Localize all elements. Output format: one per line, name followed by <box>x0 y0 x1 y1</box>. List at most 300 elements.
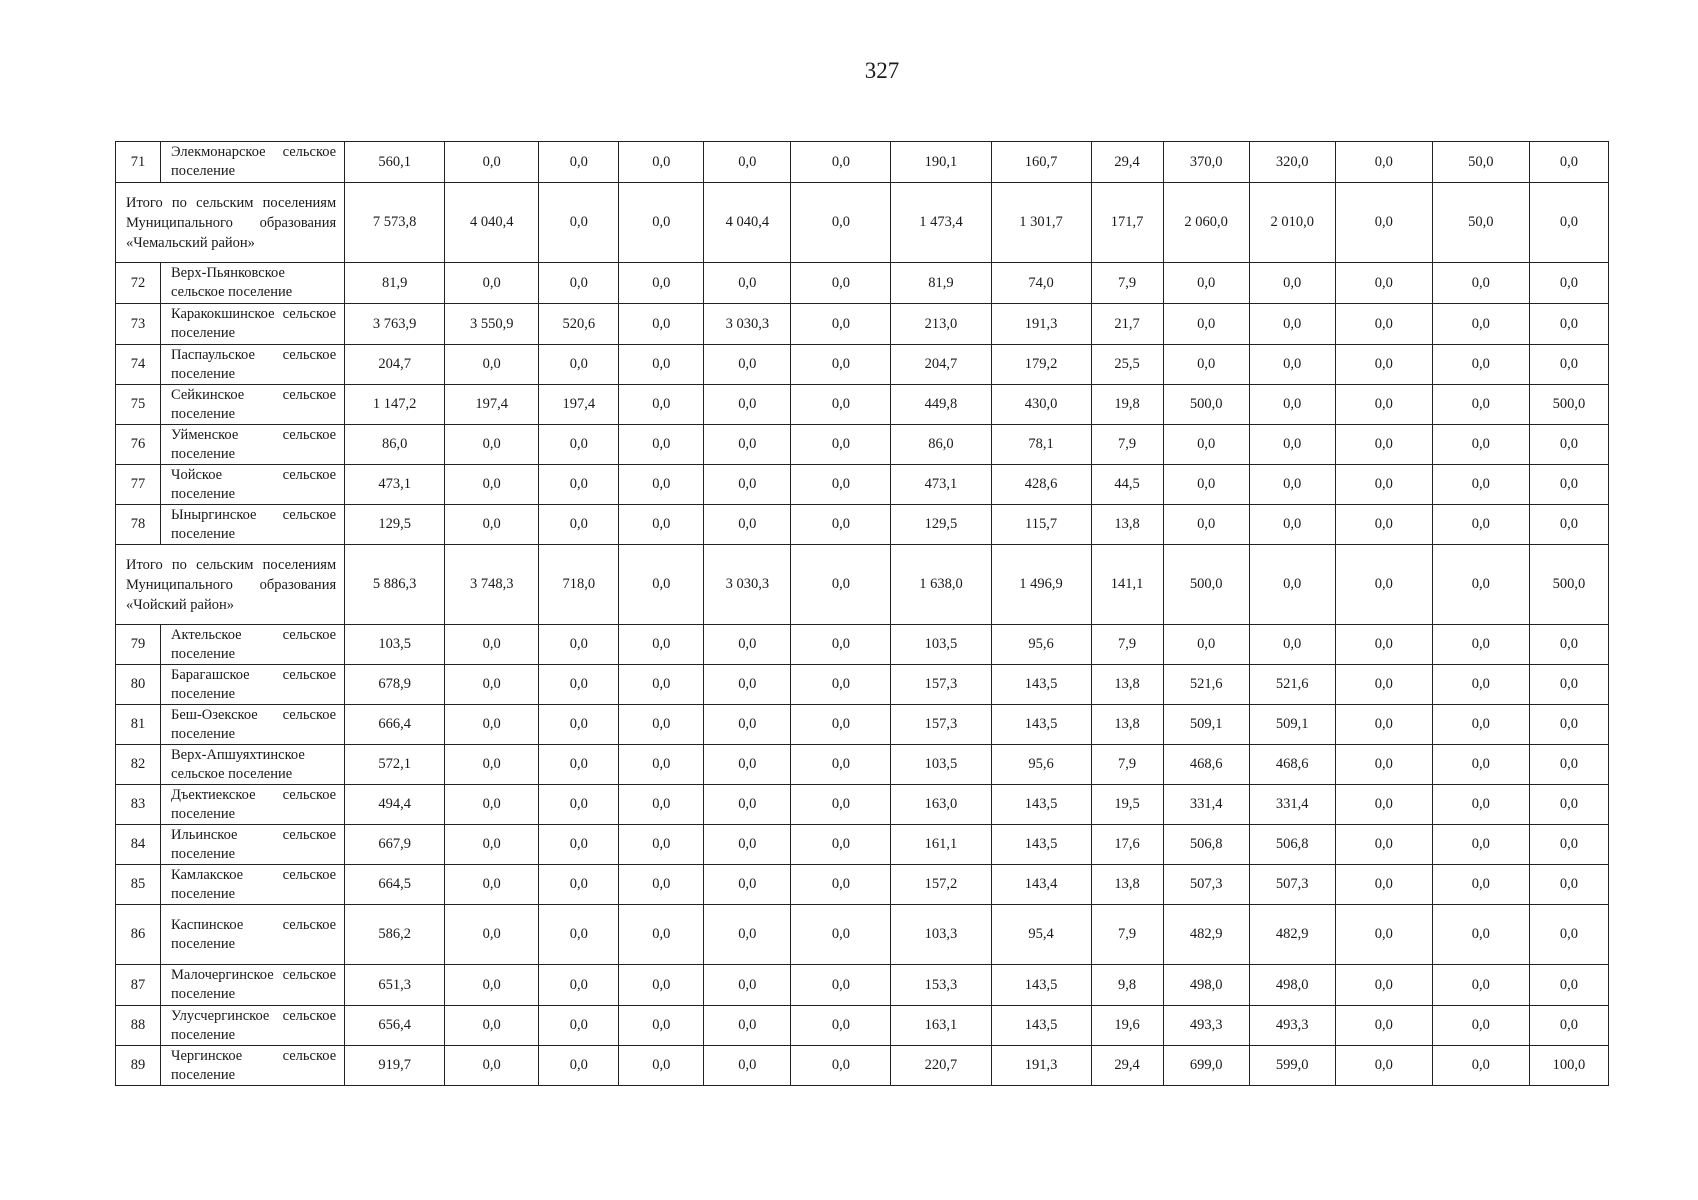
value-cell: 0,0 <box>791 142 891 183</box>
value-cell: 7,9 <box>1091 905 1163 965</box>
row-number-cell: 86 <box>116 905 161 965</box>
value-cell: 2 060,0 <box>1163 183 1249 263</box>
value-cell: 572,1 <box>345 745 445 785</box>
value-cell: 699,0 <box>1163 1046 1249 1086</box>
value-cell: 29,4 <box>1091 142 1163 183</box>
value-cell: 0,0 <box>704 905 791 965</box>
value-cell: 213,0 <box>891 304 991 345</box>
value-cell: 103,5 <box>345 625 445 665</box>
value-cell: 0,0 <box>1249 345 1335 385</box>
value-cell: 0,0 <box>445 745 539 785</box>
value-cell: 0,0 <box>1335 1046 1432 1086</box>
settlement-name-cell: Барагашское сельское поселение <box>161 665 345 705</box>
value-cell: 0,0 <box>1529 263 1608 304</box>
value-cell: 0,0 <box>1529 785 1608 825</box>
value-cell: 0,0 <box>704 465 791 505</box>
value-cell: 0,0 <box>445 505 539 545</box>
value-cell: 1 496,9 <box>991 545 1091 625</box>
value-cell: 0,0 <box>791 745 891 785</box>
value-cell: 0,0 <box>791 625 891 665</box>
settlement-name-cell: Чергинское сельское поселение <box>161 1046 345 1086</box>
row-number-cell: 81 <box>116 705 161 745</box>
value-cell: 78,1 <box>991 425 1091 465</box>
value-cell: 0,0 <box>791 865 891 905</box>
value-cell: 0,0 <box>539 345 619 385</box>
value-cell: 0,0 <box>1529 825 1608 865</box>
value-cell: 498,0 <box>1163 965 1249 1006</box>
value-cell: 0,0 <box>1335 665 1432 705</box>
value-cell: 143,5 <box>991 825 1091 865</box>
row-number-cell: 76 <box>116 425 161 465</box>
value-cell: 143,5 <box>991 705 1091 745</box>
value-cell: 0,0 <box>1432 785 1529 825</box>
value-cell: 0,0 <box>1529 465 1608 505</box>
value-cell: 0,0 <box>791 385 891 425</box>
value-cell: 86,0 <box>345 425 445 465</box>
value-cell: 0,0 <box>1335 345 1432 385</box>
value-cell: 0,0 <box>1432 665 1529 705</box>
value-cell: 81,9 <box>891 263 991 304</box>
value-cell: 0,0 <box>1335 1006 1432 1046</box>
value-cell: 0,0 <box>1432 905 1529 965</box>
value-cell: 157,2 <box>891 865 991 905</box>
value-cell: 0,0 <box>791 263 891 304</box>
value-cell: 0,0 <box>704 385 791 425</box>
value-cell: 0,0 <box>791 1046 891 1086</box>
value-cell: 0,0 <box>1335 745 1432 785</box>
value-cell: 13,8 <box>1091 865 1163 905</box>
row-number-cell: 80 <box>116 665 161 705</box>
value-cell: 13,8 <box>1091 665 1163 705</box>
value-cell: 0,0 <box>1432 505 1529 545</box>
value-cell: 19,5 <box>1091 785 1163 825</box>
value-cell: 95,6 <box>991 625 1091 665</box>
value-cell: 0,0 <box>791 505 891 545</box>
value-cell: 0,0 <box>1335 505 1432 545</box>
value-cell: 509,1 <box>1163 705 1249 745</box>
value-cell: 19,6 <box>1091 1006 1163 1046</box>
value-cell: 0,0 <box>539 465 619 505</box>
value-cell: 129,5 <box>345 505 445 545</box>
value-cell: 0,0 <box>1163 304 1249 345</box>
value-cell: 13,8 <box>1091 505 1163 545</box>
total-label-cell: Итого по сельским поселениям Муниципального образования «Чемальский район» <box>116 183 345 263</box>
value-cell: 197,4 <box>445 385 539 425</box>
value-cell: 0,0 <box>1529 865 1608 905</box>
budget-table <box>115 141 1609 1086</box>
value-cell: 599,0 <box>1249 1046 1335 1086</box>
value-cell: 0,0 <box>1335 865 1432 905</box>
value-cell: 0,0 <box>1249 263 1335 304</box>
value-cell: 25,5 <box>1091 345 1163 385</box>
value-cell: 129,5 <box>891 505 991 545</box>
value-cell: 0,0 <box>619 905 704 965</box>
value-cell: 95,4 <box>991 905 1091 965</box>
value-cell: 506,8 <box>1163 825 1249 865</box>
value-cell: 0,0 <box>539 625 619 665</box>
value-cell: 0,0 <box>1529 345 1608 385</box>
value-cell: 0,0 <box>1335 825 1432 865</box>
value-cell: 0,0 <box>1335 545 1432 625</box>
value-cell: 143,5 <box>991 965 1091 1006</box>
value-cell: 103,3 <box>891 905 991 965</box>
value-cell: 0,0 <box>1529 625 1608 665</box>
settlement-name-cell: Ыныргинское сельское поселение <box>161 505 345 545</box>
row-number-cell: 77 <box>116 465 161 505</box>
value-cell: 0,0 <box>791 785 891 825</box>
value-cell: 0,0 <box>791 705 891 745</box>
value-cell: 0,0 <box>619 625 704 665</box>
value-cell: 493,3 <box>1163 1006 1249 1046</box>
value-cell: 197,4 <box>539 385 619 425</box>
value-cell: 656,4 <box>345 1006 445 1046</box>
table-row <box>116 505 1609 545</box>
value-cell: 0,0 <box>1335 625 1432 665</box>
value-cell: 0,0 <box>791 545 891 625</box>
value-cell: 0,0 <box>445 425 539 465</box>
value-cell: 7,9 <box>1091 625 1163 665</box>
value-cell: 153,3 <box>891 965 991 1006</box>
value-cell: 0,0 <box>1249 304 1335 345</box>
value-cell: 19,8 <box>1091 385 1163 425</box>
table-row <box>116 345 1609 385</box>
value-cell: 0,0 <box>791 345 891 385</box>
value-cell: 2 010,0 <box>1249 183 1335 263</box>
value-cell: 0,0 <box>445 625 539 665</box>
row-number-cell: 78 <box>116 505 161 545</box>
value-cell: 161,1 <box>891 825 991 865</box>
value-cell: 0,0 <box>1335 705 1432 745</box>
value-cell: 0,0 <box>619 705 704 745</box>
value-cell: 7,9 <box>1091 425 1163 465</box>
value-cell: 0,0 <box>704 745 791 785</box>
value-cell: 115,7 <box>991 505 1091 545</box>
value-cell: 0,0 <box>619 825 704 865</box>
table-row <box>116 705 1609 745</box>
value-cell: 0,0 <box>704 865 791 905</box>
value-cell: 0,0 <box>1529 705 1608 745</box>
value-cell: 204,7 <box>345 345 445 385</box>
value-cell: 0,0 <box>791 825 891 865</box>
table-row <box>116 465 1609 505</box>
row-number-cell: 79 <box>116 625 161 665</box>
settlement-name-cell: Уйменское сельское поселение <box>161 425 345 465</box>
value-cell: 0,0 <box>1529 505 1608 545</box>
value-cell: 0,0 <box>704 665 791 705</box>
value-cell: 507,3 <box>1249 865 1335 905</box>
value-cell: 0,0 <box>619 965 704 1006</box>
value-cell: 0,0 <box>1529 665 1608 705</box>
value-cell: 0,0 <box>1335 183 1432 263</box>
value-cell: 0,0 <box>1163 345 1249 385</box>
value-cell: 430,0 <box>991 385 1091 425</box>
value-cell: 0,0 <box>619 745 704 785</box>
settlement-name-cell: Паспаульское сельское поселение <box>161 345 345 385</box>
table-row <box>116 865 1609 905</box>
value-cell: 0,0 <box>791 425 891 465</box>
value-cell: 50,0 <box>1432 142 1529 183</box>
value-cell: 0,0 <box>1432 625 1529 665</box>
value-cell: 171,7 <box>1091 183 1163 263</box>
value-cell: 13,8 <box>1091 705 1163 745</box>
value-cell: 143,5 <box>991 665 1091 705</box>
value-cell: 0,0 <box>704 965 791 1006</box>
value-cell: 9,8 <box>1091 965 1163 1006</box>
value-cell: 0,0 <box>791 965 891 1006</box>
settlement-name-cell: Улусчергинское сельское поселение <box>161 1006 345 1046</box>
value-cell: 0,0 <box>619 785 704 825</box>
value-cell: 0,0 <box>1432 1046 1529 1086</box>
value-cell: 0,0 <box>1432 304 1529 345</box>
value-cell: 0,0 <box>619 425 704 465</box>
row-number-cell: 72 <box>116 263 161 304</box>
value-cell: 0,0 <box>539 505 619 545</box>
value-cell: 666,4 <box>345 705 445 745</box>
value-cell: 521,6 <box>1163 665 1249 705</box>
value-cell: 509,1 <box>1249 705 1335 745</box>
value-cell: 500,0 <box>1529 385 1608 425</box>
value-cell: 157,3 <box>891 705 991 745</box>
value-cell: 0,0 <box>704 785 791 825</box>
value-cell: 0,0 <box>619 345 704 385</box>
value-cell: 0,0 <box>619 304 704 345</box>
value-cell: 0,0 <box>619 1006 704 1046</box>
table-row <box>116 425 1609 465</box>
value-cell: 0,0 <box>1529 905 1608 965</box>
value-cell: 0,0 <box>539 745 619 785</box>
value-cell: 0,0 <box>619 263 704 304</box>
settlement-name-cell: Малочергинское сельское поселение <box>161 965 345 1006</box>
value-cell: 0,0 <box>791 1006 891 1046</box>
table-row <box>116 142 1609 183</box>
value-cell: 0,0 <box>619 465 704 505</box>
value-cell: 0,0 <box>1432 545 1529 625</box>
table-row <box>116 1046 1609 1086</box>
value-cell: 0,0 <box>619 142 704 183</box>
table-body <box>116 142 1609 1086</box>
value-cell: 0,0 <box>619 505 704 545</box>
settlement-name-cell: Верх-Апшуяхтинское сельское поселение <box>161 745 345 785</box>
value-cell: 0,0 <box>791 465 891 505</box>
settlement-name-cell: Дъектиекское сельское поселение <box>161 785 345 825</box>
row-number-cell: 88 <box>116 1006 161 1046</box>
value-cell: 220,7 <box>891 1046 991 1086</box>
page-number: 327 <box>864 58 900 83</box>
table-row <box>116 965 1609 1006</box>
value-cell: 0,0 <box>1432 745 1529 785</box>
value-cell: 0,0 <box>1163 263 1249 304</box>
table-row <box>116 785 1609 825</box>
settlement-name-cell: Верх-Пьянковское сельское поселение <box>161 263 345 304</box>
value-cell: 0,0 <box>445 965 539 1006</box>
settlement-name-cell: Чойское сельское поселение <box>161 465 345 505</box>
value-cell: 0,0 <box>539 665 619 705</box>
value-cell: 0,0 <box>445 665 539 705</box>
value-cell: 0,0 <box>704 1046 791 1086</box>
value-cell: 651,3 <box>345 965 445 1006</box>
row-number-cell: 83 <box>116 785 161 825</box>
value-cell: 0,0 <box>445 905 539 965</box>
value-cell: 0,0 <box>539 965 619 1006</box>
value-cell: 1 301,7 <box>991 183 1091 263</box>
value-cell: 0,0 <box>1335 465 1432 505</box>
value-cell: 500,0 <box>1529 545 1608 625</box>
value-cell: 0,0 <box>619 865 704 905</box>
value-cell: 0,0 <box>445 785 539 825</box>
settlement-name-cell: Актельское сельское поселение <box>161 625 345 665</box>
value-cell: 100,0 <box>1529 1046 1608 1086</box>
value-cell: 103,5 <box>891 625 991 665</box>
row-number-cell: 71 <box>116 142 161 183</box>
value-cell: 0,0 <box>445 865 539 905</box>
value-cell: 157,3 <box>891 665 991 705</box>
value-cell: 667,9 <box>345 825 445 865</box>
value-cell: 0,0 <box>704 142 791 183</box>
value-cell: 190,1 <box>891 142 991 183</box>
value-cell: 0,0 <box>1335 142 1432 183</box>
value-cell: 3 030,3 <box>704 304 791 345</box>
value-cell: 3 030,3 <box>704 545 791 625</box>
total-label-cell: Итого по сельским поселениям Муниципального образования «Чойский район» <box>116 545 345 625</box>
value-cell: 3 763,9 <box>345 304 445 345</box>
value-cell: 1 473,4 <box>891 183 991 263</box>
value-cell: 103,5 <box>891 745 991 785</box>
value-cell: 0,0 <box>1249 505 1335 545</box>
value-cell: 0,0 <box>445 263 539 304</box>
value-cell: 0,0 <box>1249 625 1335 665</box>
value-cell: 141,1 <box>1091 545 1163 625</box>
settlement-name-cell: Камлакское сельское поселение <box>161 865 345 905</box>
value-cell: 0,0 <box>704 263 791 304</box>
value-cell: 143,4 <box>991 865 1091 905</box>
value-cell: 520,6 <box>539 304 619 345</box>
value-cell: 95,6 <box>991 745 1091 785</box>
value-cell: 0,0 <box>1432 425 1529 465</box>
value-cell: 0,0 <box>1335 263 1432 304</box>
value-cell: 507,3 <box>1163 865 1249 905</box>
value-cell: 500,0 <box>1163 545 1249 625</box>
table-total-row <box>116 183 1609 263</box>
value-cell: 493,3 <box>1249 1006 1335 1046</box>
value-cell: 4 040,4 <box>445 183 539 263</box>
value-cell: 521,6 <box>1249 665 1335 705</box>
value-cell: 331,4 <box>1163 785 1249 825</box>
value-cell: 0,0 <box>1163 465 1249 505</box>
value-cell: 560,1 <box>345 142 445 183</box>
value-cell: 0,0 <box>1249 545 1335 625</box>
value-cell: 718,0 <box>539 545 619 625</box>
value-cell: 0,0 <box>1249 425 1335 465</box>
value-cell: 0,0 <box>539 705 619 745</box>
value-cell: 0,0 <box>1529 745 1608 785</box>
value-cell: 191,3 <box>991 304 1091 345</box>
value-cell: 0,0 <box>704 825 791 865</box>
value-cell: 0,0 <box>704 345 791 385</box>
table-row <box>116 745 1609 785</box>
value-cell: 50,0 <box>1432 183 1529 263</box>
value-cell: 0,0 <box>1163 505 1249 545</box>
value-cell: 506,8 <box>1249 825 1335 865</box>
value-cell: 0,0 <box>445 705 539 745</box>
value-cell: 0,0 <box>445 1046 539 1086</box>
row-number-cell: 74 <box>116 345 161 385</box>
table-row <box>116 665 1609 705</box>
value-cell: 0,0 <box>619 1046 704 1086</box>
value-cell: 468,6 <box>1163 745 1249 785</box>
table-total-row <box>116 545 1609 625</box>
value-cell: 3 748,3 <box>445 545 539 625</box>
value-cell: 468,6 <box>1249 745 1335 785</box>
value-cell: 0,0 <box>1432 825 1529 865</box>
value-cell: 0,0 <box>1163 425 1249 465</box>
row-number-cell: 75 <box>116 385 161 425</box>
value-cell: 0,0 <box>1163 625 1249 665</box>
settlement-name-cell: Элекмонарское сельское поселение <box>161 142 345 183</box>
value-cell: 0,0 <box>619 665 704 705</box>
value-cell: 586,2 <box>345 905 445 965</box>
value-cell: 0,0 <box>619 385 704 425</box>
value-cell: 500,0 <box>1163 385 1249 425</box>
value-cell: 1 147,2 <box>345 385 445 425</box>
value-cell: 0,0 <box>539 183 619 263</box>
settlement-name-cell: Каракокшинское сельское поселение <box>161 304 345 345</box>
value-cell: 0,0 <box>539 1046 619 1086</box>
value-cell: 3 550,9 <box>445 304 539 345</box>
value-cell: 204,7 <box>891 345 991 385</box>
value-cell: 0,0 <box>539 425 619 465</box>
value-cell: 482,9 <box>1249 905 1335 965</box>
value-cell: 0,0 <box>791 665 891 705</box>
row-number-cell: 82 <box>116 745 161 785</box>
value-cell: 0,0 <box>539 1006 619 1046</box>
value-cell: 21,7 <box>1091 304 1163 345</box>
value-cell: 664,5 <box>345 865 445 905</box>
settlement-name-cell: Ильинское сельское поселение <box>161 825 345 865</box>
value-cell: 7 573,8 <box>345 183 445 263</box>
value-cell: 0,0 <box>1432 263 1529 304</box>
value-cell: 17,6 <box>1091 825 1163 865</box>
value-cell: 0,0 <box>1529 425 1608 465</box>
table-row <box>116 385 1609 425</box>
value-cell: 0,0 <box>539 825 619 865</box>
value-cell: 0,0 <box>539 905 619 965</box>
value-cell: 0,0 <box>1529 965 1608 1006</box>
value-cell: 498,0 <box>1249 965 1335 1006</box>
table-row <box>116 625 1609 665</box>
value-cell: 370,0 <box>1163 142 1249 183</box>
value-cell: 143,5 <box>991 785 1091 825</box>
value-cell: 0,0 <box>1432 345 1529 385</box>
value-cell: 0,0 <box>1432 865 1529 905</box>
value-cell: 4 040,4 <box>704 183 791 263</box>
value-cell: 0,0 <box>539 263 619 304</box>
value-cell: 0,0 <box>791 905 891 965</box>
value-cell: 0,0 <box>1335 425 1432 465</box>
settlement-name-cell: Сейкинское сельское поселение <box>161 385 345 425</box>
table-row <box>116 905 1609 965</box>
value-cell: 0,0 <box>1335 905 1432 965</box>
value-cell: 473,1 <box>345 465 445 505</box>
value-cell: 0,0 <box>1529 142 1608 183</box>
value-cell: 86,0 <box>891 425 991 465</box>
value-cell: 0,0 <box>1432 385 1529 425</box>
value-cell: 74,0 <box>991 263 1091 304</box>
settlement-name-cell: Каспинское сельское поселение <box>161 905 345 965</box>
value-cell: 0,0 <box>1335 965 1432 1006</box>
value-cell: 449,8 <box>891 385 991 425</box>
value-cell: 81,9 <box>345 263 445 304</box>
value-cell: 0,0 <box>619 545 704 625</box>
